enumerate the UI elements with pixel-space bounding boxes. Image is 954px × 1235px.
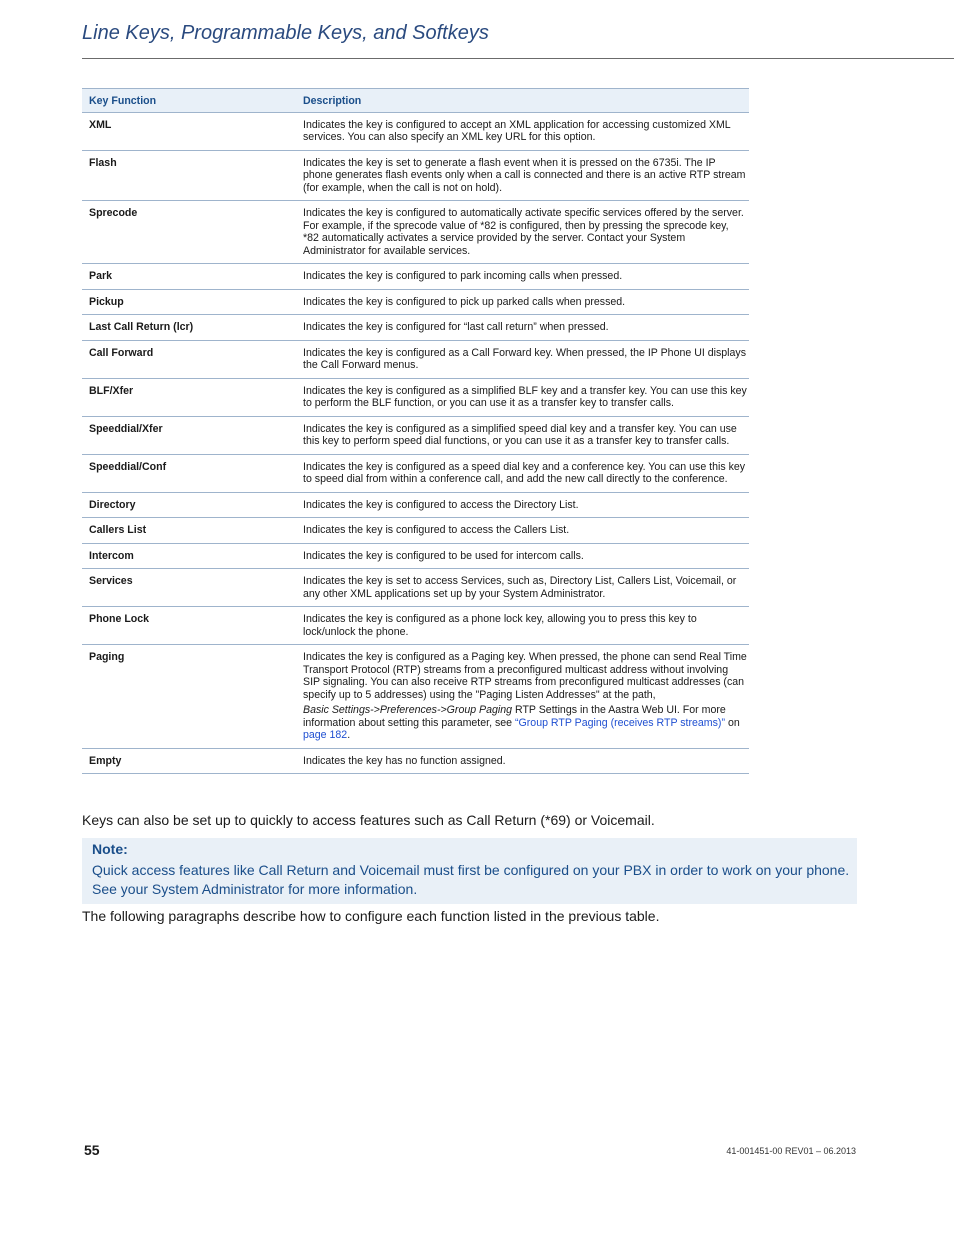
key-function-cell: Empty	[82, 748, 296, 774]
path-italic: Basic Settings->Preferences->Group Paging	[303, 704, 513, 716]
table-row	[82, 264, 749, 290]
key-function-cell: Speeddial/Conf	[82, 454, 296, 492]
table-row	[82, 748, 749, 774]
key-function-cell: Intercom	[82, 543, 296, 569]
table-row	[82, 518, 749, 544]
key-function-cell: XML	[82, 112, 296, 150]
path-rest: RTP Settings in the Aastra Web UI. For more information about setting this parameter, see	[303, 704, 726, 729]
table-row	[82, 112, 749, 150]
table-row	[82, 315, 749, 341]
key-function-cell: Sprecode	[82, 201, 296, 264]
key-function-cell: Speeddial/Xfer	[82, 416, 296, 454]
key-function-cell: Flash	[82, 150, 296, 201]
table-row	[82, 201, 749, 264]
description-cell: Indicates the key is configured to park incoming calls when pressed.	[296, 264, 749, 290]
table-row	[82, 416, 749, 454]
table-row	[82, 607, 749, 645]
page-number: 55	[84, 1142, 100, 1158]
key-function-cell: Callers List	[82, 518, 296, 544]
description-cell: Indicates the key is configured to access the Callers List.	[296, 518, 749, 544]
description-cell: Indicates the key is set to access Services, such as, Directory List, Callers List, Voicemail, or any other XML applications set up by your System Administrator.	[296, 569, 749, 607]
document-id: 41-001451-00 REV01 – 06.2013	[726, 1146, 856, 1156]
note-title: Note:	[92, 841, 128, 857]
key-function-cell: Park	[82, 264, 296, 290]
table-row	[82, 569, 749, 607]
description-cell: Indicates the key is configured as a Call Forward key. When pressed, the IP Phone UI displays the Call Forward menus.	[296, 340, 749, 378]
table-row	[82, 150, 749, 201]
key-function-cell: Pickup	[82, 289, 296, 315]
description-cell: Indicates the key is configured to accept an XML application for accessing customized XML services. You can also specify an XML key URL for this option.	[296, 112, 749, 150]
table-row	[82, 289, 749, 315]
table-row	[82, 378, 749, 416]
header-divider	[82, 58, 954, 59]
description-cell: Indicates the key is configured as a simplified BLF key and a transfer key. You can use this key to perform the BLF function, or you can use it as a transfer key to transfer calls.	[296, 378, 749, 416]
table-row	[82, 543, 749, 569]
paging-path-text	[303, 704, 747, 742]
description-cell: Indicates the key is configured to be used for intercom calls.	[296, 543, 749, 569]
key-function-cell: Phone Lock	[82, 607, 296, 645]
description-cell: Indicates the key is configured to access the Directory List.	[296, 492, 749, 518]
key-function-cell: Paging	[82, 645, 296, 749]
page-header-title: Line Keys, Programmable Keys, and Softkeys	[82, 22, 489, 44]
key-function-cell: Last Call Return (lcr)	[82, 315, 296, 341]
table-row	[82, 454, 749, 492]
description-cell	[296, 645, 749, 749]
table-row	[82, 492, 749, 518]
description-cell: Indicates the key is set to generate a flash event when it is pressed on the 6735i. The IP phone generates flash events only when a call is connected and there is an active RTP stream (for example, when the call is not on hold).	[296, 150, 749, 201]
description-cell: Indicates the key has no function assigned.	[296, 748, 749, 774]
description-cell: Indicates the key is configured to automatically activate specific services offered by the server. For example, if the sprecode value of *82 is configured, then by pressing the sprecode key, *82 automatically activates a service provided by the server. Contact your System Administrator for available services.	[296, 201, 749, 264]
paging-description: Indicates the key is configured as a Paging key. When pressed, the phone can send Real Time Transport Protocol (RTP) streams from a preconfigured multicast address without involving SIP signaling. You can also receive RTP streams from preconfigured multicast addresses (can specify up to 5 addresses) using the "Paging Listen Addresses" at the path,	[303, 651, 747, 701]
note-text: Quick access features like Call Return and Voicemail must first be configured on your PBX in order to work on your phone. See your System Administrator for more information.	[92, 862, 850, 897]
on-text: on	[725, 716, 740, 729]
body-paragraph-keys: Keys can also be set up to quickly to access features such as Call Return (*69) or Voicemail.	[82, 812, 655, 828]
column-header-key-function: Key Function	[82, 89, 296, 113]
description-cell: Indicates the key is configured as a speed dial key and a conference key. You can use this key to speed dial from within a conference call, and add the new call directly to the conference.	[296, 454, 749, 492]
key-function-cell: BLF/Xfer	[82, 378, 296, 416]
description-cell: Indicates the key is configured as a simplified speed dial key and a transfer key. You can use this key to perform speed dial functions, or you can use it as a transfer key to transfer calls.	[296, 416, 749, 454]
key-function-cell: Services	[82, 569, 296, 607]
description-cell: Indicates the key is configured as a phone lock key, allowing you to press this key to lock/unlock the phone.	[296, 607, 749, 645]
key-function-cell: Directory	[82, 492, 296, 518]
description-cell: Indicates the key is configured to pick up parked calls when pressed.	[296, 289, 749, 315]
body-paragraph-following: The following paragraphs describe how to configure each function listed in the previous table.	[82, 908, 660, 924]
column-header-description: Description	[296, 89, 749, 113]
group-rtp-paging-link[interactable]: “Group RTP Paging (receives RTP streams)”	[515, 716, 725, 729]
page-182-link[interactable]: page 182	[303, 729, 348, 741]
end-period: .	[347, 729, 351, 741]
table-header-row	[82, 89, 749, 113]
table-row	[82, 340, 749, 378]
note-box	[82, 838, 857, 904]
key-function-table	[82, 88, 749, 774]
table-row	[82, 645, 749, 749]
description-cell: Indicates the key is configured for “last call return” when pressed.	[296, 315, 749, 341]
key-function-cell: Call Forward	[82, 340, 296, 378]
